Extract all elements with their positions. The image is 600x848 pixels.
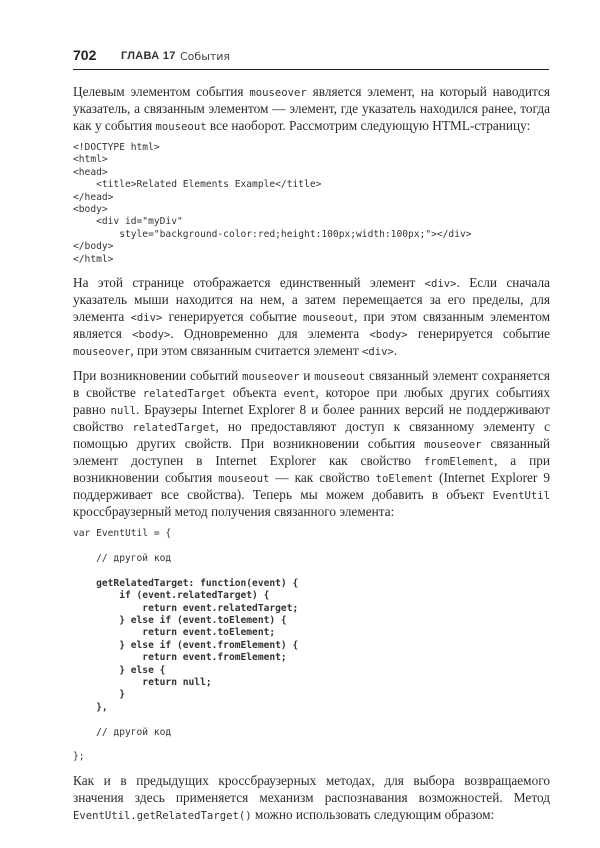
paragraph-1 (73, 83, 550, 134)
inline-code: event (283, 388, 316, 401)
code-line: </head> (73, 191, 114, 203)
code-line: var EventUtil = { (73, 528, 172, 540)
text-run: объекта (225, 385, 284, 401)
code-line: } else { (73, 664, 166, 676)
code-line (73, 739, 550, 751)
text-run: , а при возникновении события (73, 453, 550, 486)
inline-code: <body> (132, 329, 171, 342)
code-line: </html> (73, 253, 114, 265)
text-run: . Одновременно для элемента (170, 326, 370, 342)
inline-code: relatedTarget (142, 388, 226, 401)
text-run: , которое при любых других событиях равно (73, 385, 550, 418)
code-line: return null; (73, 676, 212, 688)
text-run: , но предоставляют доступ к связанному элементу с помощью других свойств. При возникновении события (73, 419, 551, 452)
inline-code: <div> (362, 346, 394, 359)
text-run: . Если сначала указатель мыши находится на нем, а затем перемещается за его пределы, для элемента (73, 275, 550, 325)
text-run: При возникновении событий (73, 368, 243, 384)
page-number: 702 (73, 47, 97, 63)
inline-code: mouseover (242, 371, 300, 384)
code-line: <body> (73, 204, 108, 216)
inline-code: mouseout (218, 473, 270, 486)
text-run: можно использовать следующим образом: (251, 806, 495, 822)
inline-code: EventUtil.getRelatedTarget() (73, 809, 252, 822)
code-line: if (event.relatedTarget) { (73, 590, 270, 602)
inline-code: mouseover (73, 346, 131, 359)
inline-code: <body> (369, 329, 408, 342)
code-line: <head> (73, 166, 108, 178)
code-line: }, (73, 701, 108, 713)
code-line: return event.relatedTarget; (73, 602, 299, 614)
code-line (73, 565, 550, 577)
inline-code: mouseout (314, 371, 366, 384)
running-header (73, 47, 549, 70)
text-run: Целевым элементом события (73, 84, 250, 99)
inline-code: null (110, 405, 136, 418)
text-run: генерируется событие (407, 326, 550, 342)
code-line: <div id="myDiv" (73, 216, 183, 228)
inline-code: relatedTarget (132, 422, 216, 435)
paragraph-4 (73, 772, 550, 823)
text-run: На этой странице отображается единственный элемент (73, 275, 425, 291)
code-block-html (73, 142, 550, 266)
text-run: . (393, 343, 398, 359)
code-line: return event.toElement; (73, 627, 276, 639)
inline-code: mouseover (424, 439, 482, 452)
text-run: — как свойство (269, 470, 376, 486)
code-line (73, 540, 550, 552)
inline-code: fromElement (423, 456, 495, 469)
code-line: return event.fromElement; (73, 652, 287, 664)
text-run: , при этом связанным элементом является (73, 309, 551, 342)
code-line: } (73, 689, 125, 701)
chapter-label: ГЛАВА 17 (121, 50, 176, 62)
text-run: . Браузеры Internet Explorer 8 и более ранних версий не поддерживают свойство (73, 402, 550, 435)
text-run: , при этом связанным считается элемент (130, 343, 363, 359)
code-block-eventutil (73, 528, 550, 764)
text-run: все наоборот. Рассмотрим следующую HTML-страницу: (206, 118, 531, 133)
code-line: </body> (73, 241, 114, 253)
text-run: связанный элемент доступен в Internet Explorer как свойство (73, 436, 551, 469)
code-line: }; (73, 751, 85, 763)
code-line: <!DOCTYPE html> (73, 142, 160, 153)
text-run: генерируется событие (162, 309, 303, 325)
text-run: является элемент, на который наводится указатель, а связанным элементом — элемент, где указатель находился ранее, тогда как у события (73, 84, 550, 133)
code-line (73, 714, 550, 726)
code-line: // другой код (73, 726, 172, 738)
inline-code: mouseout (303, 312, 355, 325)
inline-code: toElement (375, 473, 434, 486)
text-run: связанный элемент сохраняется в свойстве (73, 368, 550, 401)
inline-code: EventUtil (492, 490, 550, 503)
code-line: style="background-color:red;height:100px;width:100px;"></div> (73, 228, 472, 240)
text-run: Как и в предыдущих кроссбраузерных методах, для выбора возвращаемого значения здесь применяется механизм распознавания возможностей. Метод (73, 772, 550, 805)
code-line: <title>Related Elements Example</title> (73, 179, 322, 191)
inline-code: <div> (130, 312, 163, 325)
code-line: // другой код (73, 552, 172, 564)
code-line: } else if (event.toElement) { (73, 614, 287, 626)
paragraph-3 (73, 367, 550, 520)
code-line: } else if (event.fromElement) { (73, 639, 299, 651)
code-line: <html> (73, 154, 108, 166)
page-body (73, 83, 550, 831)
text-run: кроссбраузерный метод получения связанного элемента: (73, 504, 395, 520)
text-run: и (299, 368, 315, 384)
text-run: (Internet Explorer 9 поддерживает все свойства). Теперь мы можем добавить в объект (73, 470, 551, 503)
chapter-title: События (180, 50, 231, 63)
inline-code: mouseout (155, 121, 207, 133)
inline-code: mouseover (249, 87, 307, 99)
inline-code: <div> (424, 278, 457, 291)
code-line: getRelatedTarget: function(event) { (73, 577, 299, 589)
paragraph-2 (73, 274, 550, 359)
